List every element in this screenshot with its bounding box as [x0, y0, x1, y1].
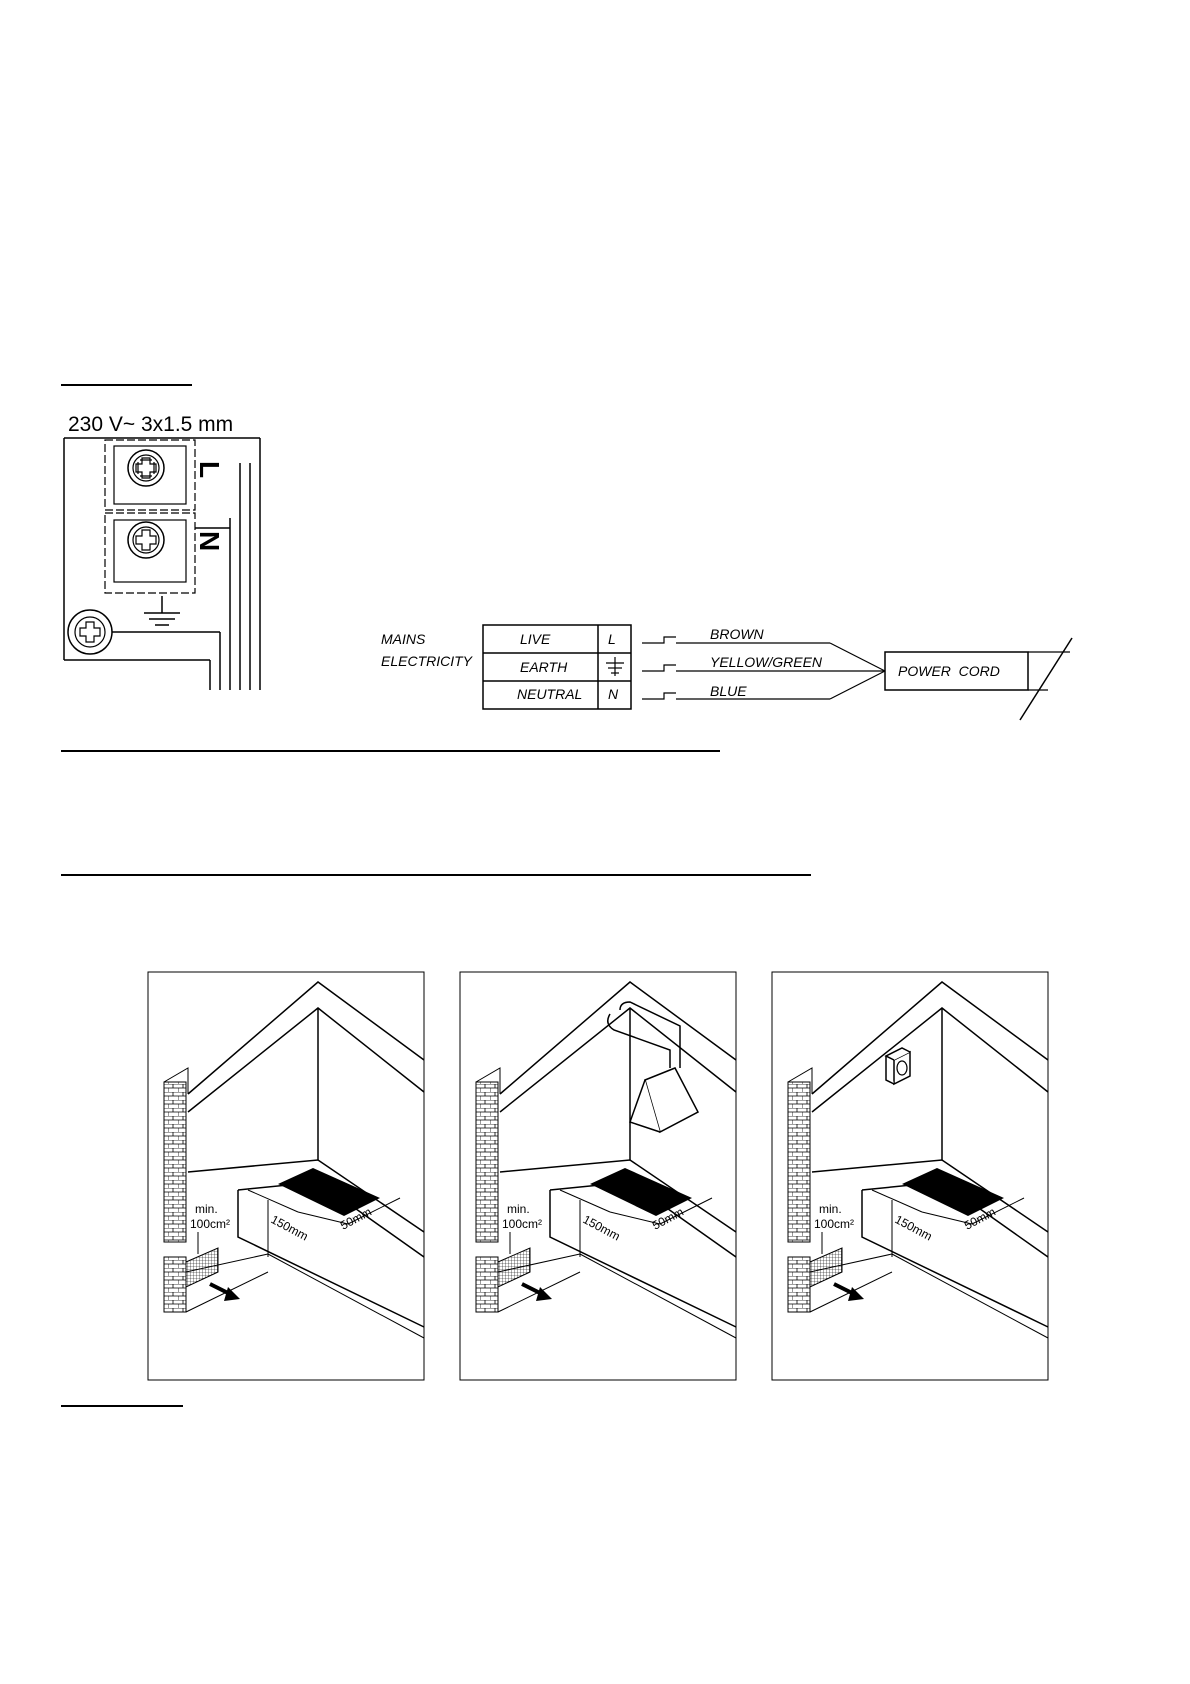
power-cord-label: POWER CORD [898, 663, 1000, 679]
wire-brown-label: BROWN [710, 626, 764, 642]
terminal-spec-label: 230 V~ 3x1.5 mm [68, 413, 234, 436]
terminal-block-diagram [60, 408, 270, 698]
wire-yellow-green-label: YELLOW/GREEN [710, 654, 823, 670]
install-panel-2 [460, 972, 736, 1380]
install-panel-3 [772, 972, 1048, 1380]
dim-150-label-3: 150mm [892, 1212, 935, 1244]
dim-50-label-2: 50mm [649, 1204, 686, 1233]
installation-panels [140, 960, 1060, 1390]
dim-50-label-3: 50mm [961, 1204, 998, 1233]
dim-50-label-1: 50mm [337, 1204, 374, 1233]
earth-symbol-icon [144, 596, 180, 625]
row-neutral-symbol: N [608, 686, 619, 702]
vent-label-1-line1: min. [195, 1202, 218, 1216]
row-live-symbol: L [608, 631, 616, 647]
vent-label-2-line1: min. [507, 1202, 530, 1216]
vent-label-3-line1: min. [819, 1202, 842, 1216]
row-earth-symbol-icon [606, 657, 624, 676]
neutral-terminal-label: N [194, 531, 225, 552]
section-rule-1 [61, 384, 192, 386]
wiring-diagram [380, 610, 1080, 730]
row-live-name: LIVE [520, 631, 551, 647]
dim-150-label-1: 150mm [268, 1212, 311, 1244]
vent-label-1-line2: 100cm² [190, 1217, 231, 1231]
vent-label-2-line2: 100cm² [502, 1217, 543, 1231]
live-terminal-label: L [194, 461, 225, 479]
mains-label-line2: ELECTRICITY [381, 653, 473, 669]
section-rule-3 [61, 874, 811, 876]
mains-label-line1: MAINS [381, 631, 426, 647]
row-neutral-name: NEUTRAL [517, 686, 583, 702]
row-earth-name: EARTH [520, 659, 568, 675]
wire-blue-label: BLUE [710, 683, 747, 699]
dim-150-label-2: 150mm [580, 1212, 623, 1244]
vent-label-3-line2: 100cm² [814, 1217, 855, 1231]
wall-fan-icon [886, 1048, 910, 1084]
install-panel-1 [148, 972, 424, 1380]
section-rule-2 [61, 750, 720, 752]
section-rule-4 [61, 1405, 183, 1407]
